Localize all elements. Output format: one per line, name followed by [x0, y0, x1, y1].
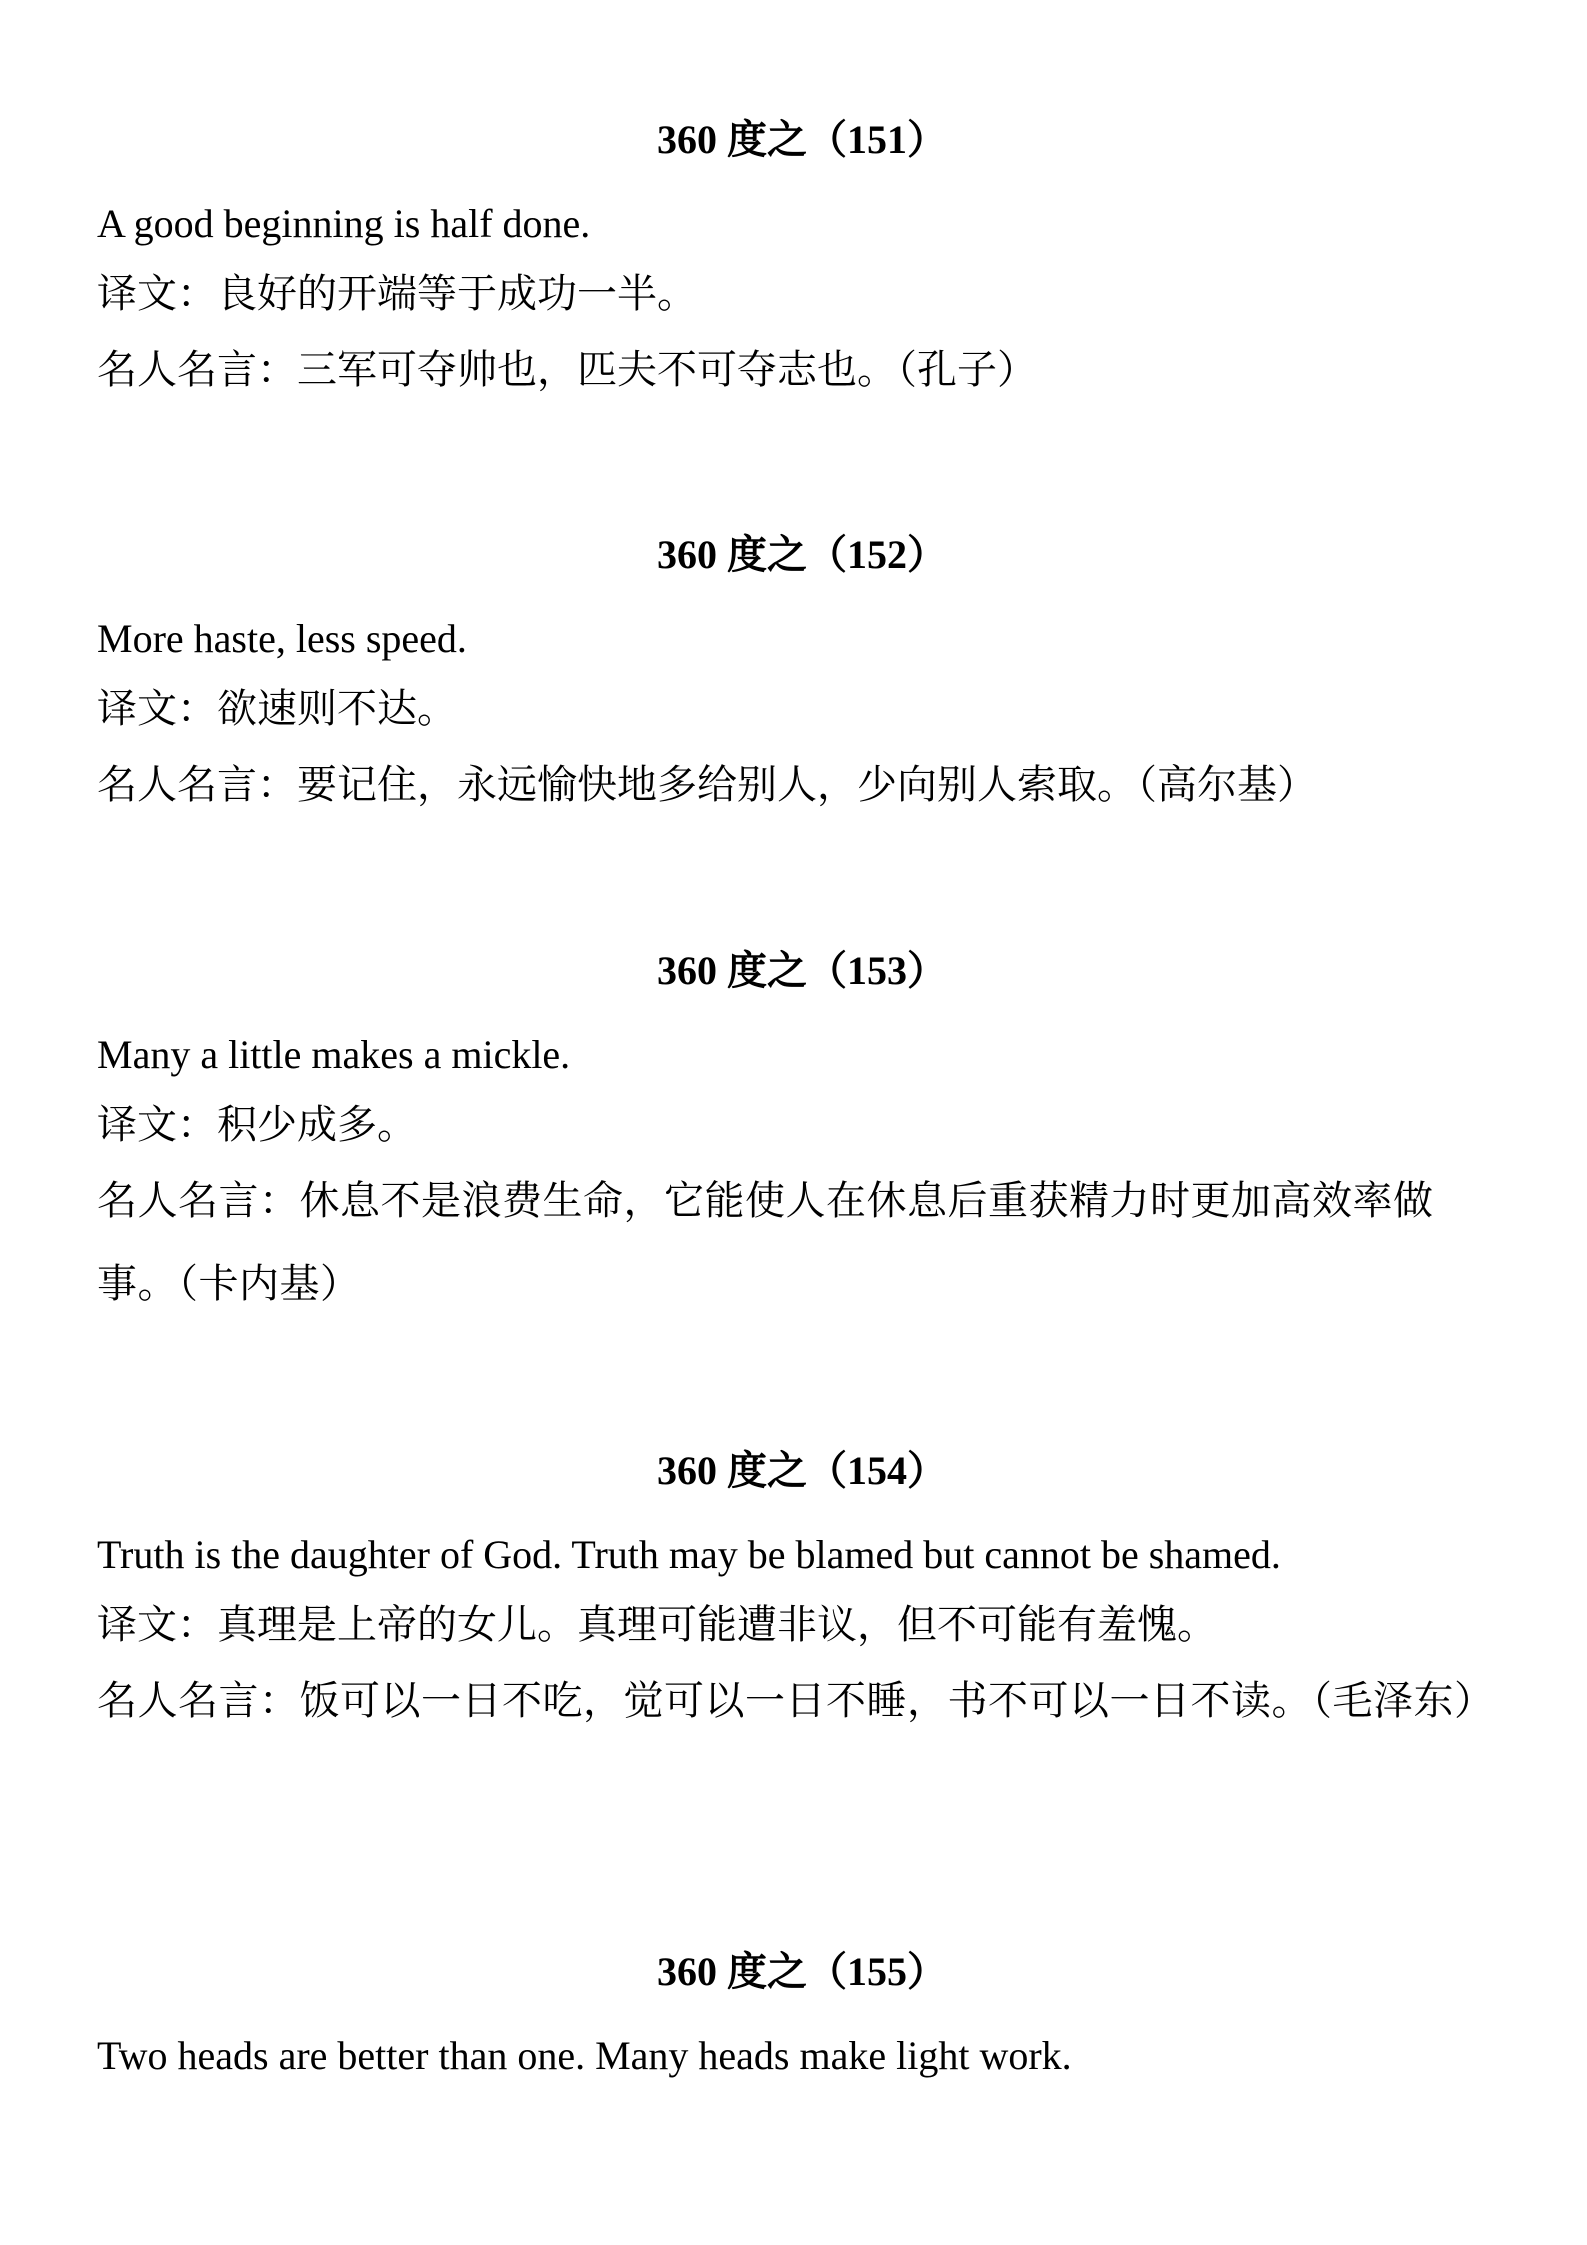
famous-quote: 名人名言：要记住，永远愉快地多给别人，少向别人索取。（高尔基） [97, 762, 1317, 807]
entry-153 [97, 943, 1507, 1325]
entry-heading: 360 度之（154） [657, 1448, 947, 1493]
translation: 译文：良好的开端等于成功一半。 [97, 271, 697, 316]
entry-152 [97, 527, 1507, 826]
entry-heading: 360 度之（153） [657, 948, 947, 993]
translation: 译文：积少成多。 [97, 1102, 417, 1147]
entry-154 [97, 1443, 1507, 1742]
entry-heading: 360 度之（152） [657, 532, 947, 577]
entry-151 [97, 112, 1507, 411]
entry-155 [97, 1944, 1507, 2084]
english-proverb: Truth is the daughter of God. Truth may be blamed but cannot be shamed. [97, 1532, 1281, 1577]
translation: 译文：真理是上帝的女儿。真理可能遭非议，但不可能有羞愧。 [97, 1602, 1217, 1647]
translation: 译文：欲速则不达。 [97, 686, 457, 731]
famous-quote: 名人名言：休息不是浪费生命，它能使人在休息后重获精力时更加高效率做事。（卡内基） [97, 1178, 1434, 1306]
english-proverb: More haste, less speed. [97, 616, 467, 661]
english-proverb: Two heads are better than one. Many heads make light work. [97, 2033, 1072, 2078]
english-proverb: A good beginning is half done. [97, 201, 591, 246]
english-proverb: Many a little makes a mickle. [97, 1032, 571, 1077]
famous-quote: 名人名言：三军可夺帅也，匹夫不可夺志也。（孔子） [97, 347, 1037, 392]
entry-heading: 360 度之（151） [657, 117, 947, 162]
entry-heading: 360 度之（155） [657, 1949, 947, 1994]
famous-quote: 名人名言：饭可以一日不吃，觉可以一日不睡，书不可以一日不读。（毛泽东） [97, 1678, 1495, 1723]
